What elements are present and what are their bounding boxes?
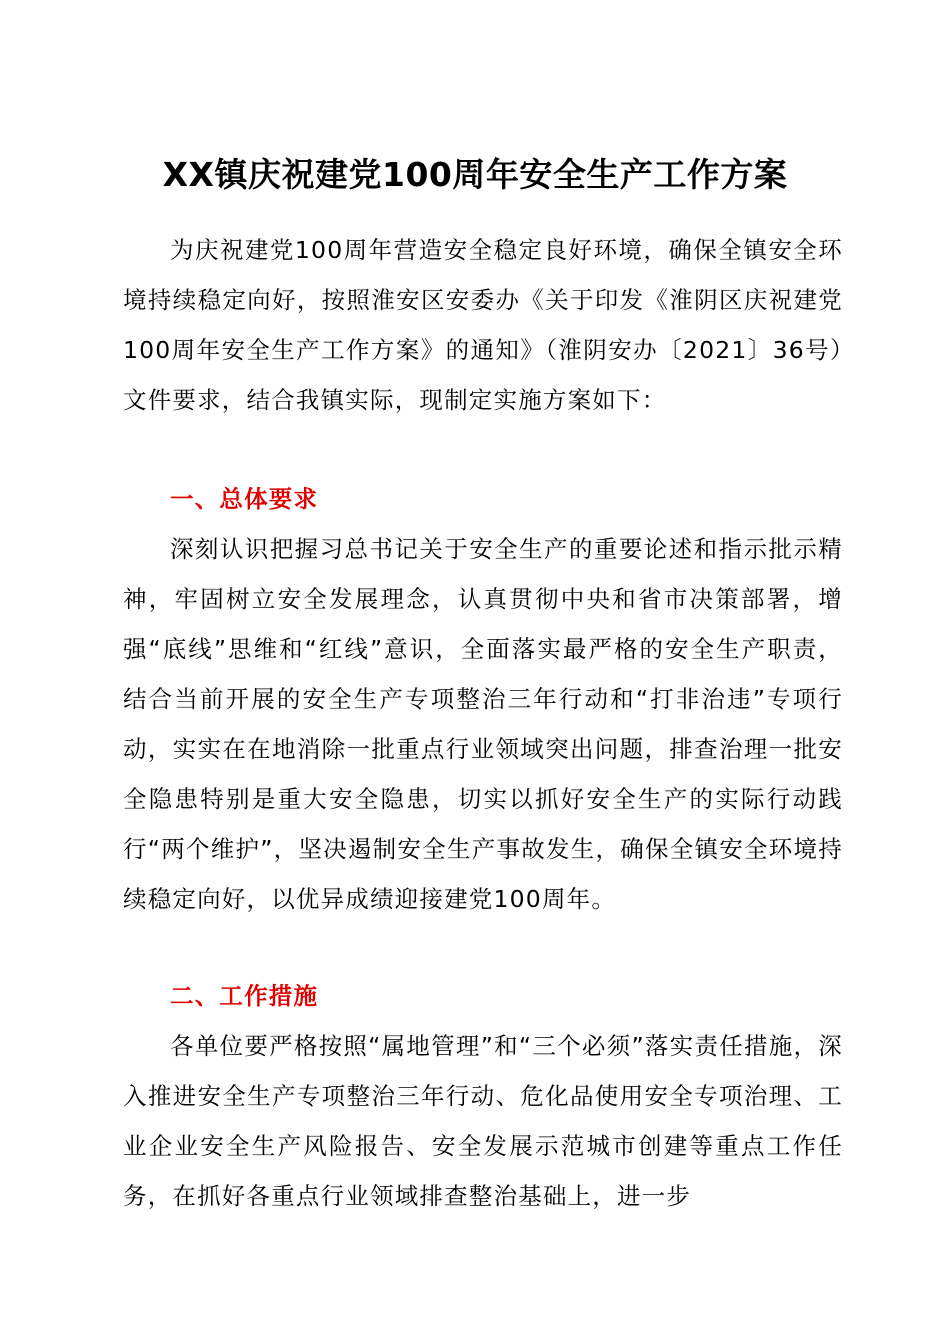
section-heading-work-measures: 二、工作措施 <box>170 982 319 1010</box>
section-paragraph-overall-requirements: 深刻认识把握习总书记关于安全生产的重要论述和指示批示精神，牢固树立安全发展理念，认真贯彻中央和省市决策部署，增强“底线”思维和“红线”意识，全面落实最严格的安全生产职责，结合当前开展的安全生产专项整治三年行动和“打非治违”专项行动，实实在在地消除一批重点行业领域突出问题，排查治理一批安全隐患特别是重大安全隐患，切实以抓好安全生产的实际行动践行“两个维护”，坚决遏制安全生产事故发生，确保全镇安全环境持续稳定向好，以优异成绩迎接建党100周年。 <box>123 535 843 913</box>
section-paragraph-work-measures: 各单位要严格按照“属地管理”和“三个必须”落实责任措施，深入推进安全生产专项整治三年行动、危化品使用安全专项治理、工业企业安全生产风险报告、安全发展示范城市创建等重点工作任务，在抓好各重点行业领域排查整治基础上，进一步 <box>123 1032 843 1210</box>
section-heading-overall-requirements: 一、总体要求 <box>170 485 319 513</box>
document-title: XX镇庆祝建党100周年安全生产工作方案 <box>162 155 788 194</box>
intro-paragraph: 为庆祝建党100周年营造安全稳定良好环境，确保全镇安全环境持续稳定向好，按照淮安区安委办《关于印发《淮阴区庆祝建党100周年安全生产工作方案》的通知》（淮阴安办〔2021〕36号）文件要求，结合我镇实际，现制定实施方案如下： <box>123 236 843 414</box>
